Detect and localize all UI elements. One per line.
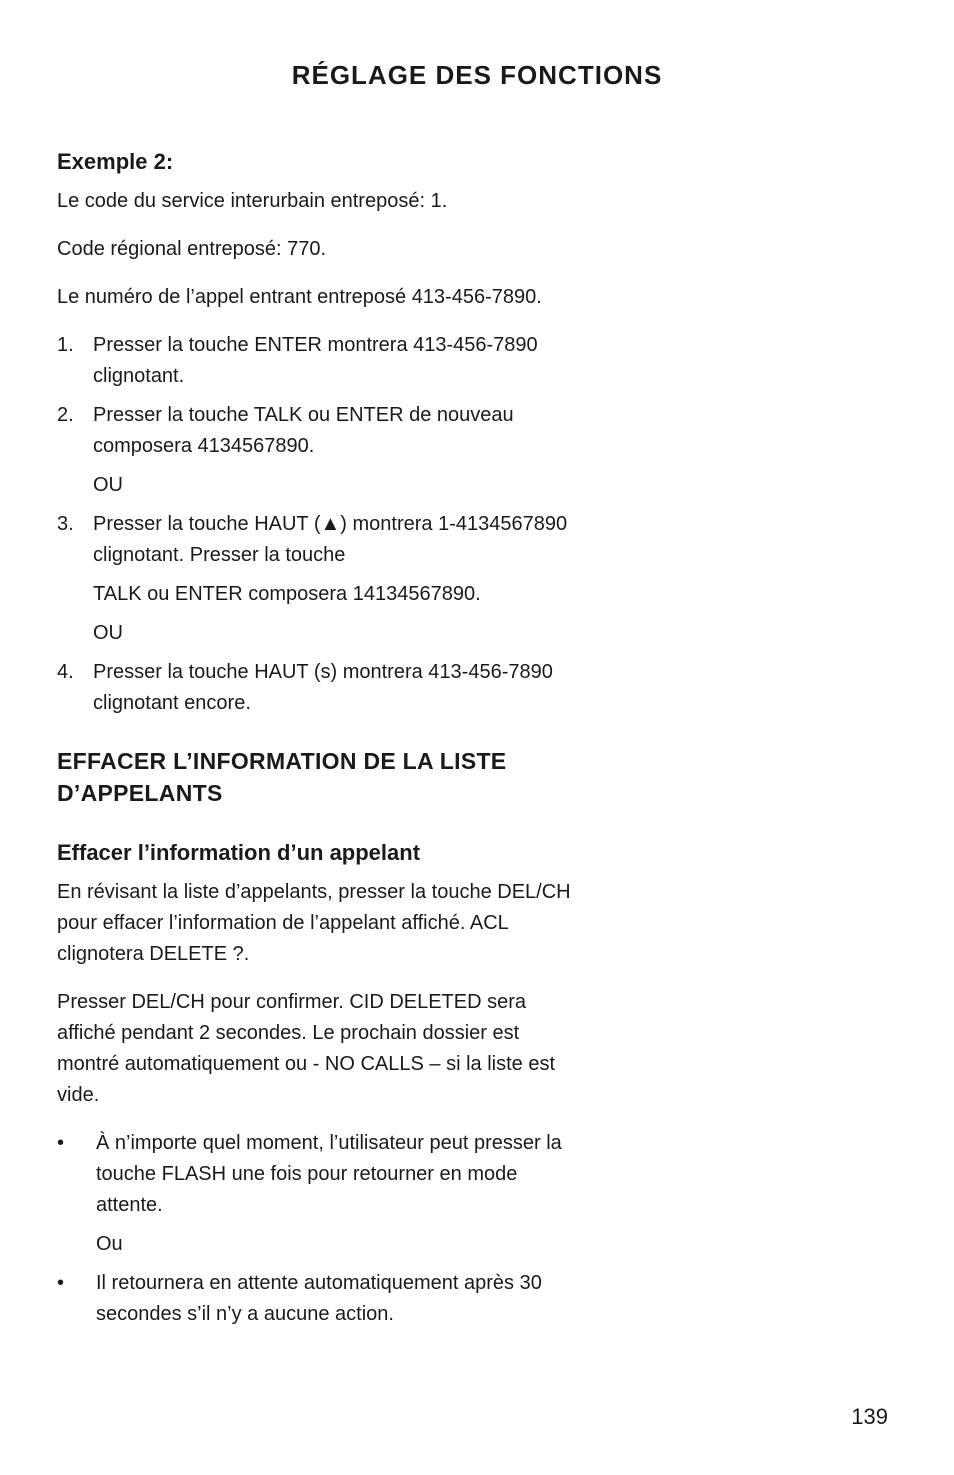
section-heading: EFFACER L’INFORMATION DE LA LISTE D’APPELANTS [57, 748, 507, 806]
bullet-item-1 [57, 1128, 577, 1221]
step-number: 2. [57, 404, 74, 426]
bullet-text: Il retournera en attente automatiquement après 30 secondes s’il n’y a aucune action. [96, 1272, 542, 1325]
bullet-text: À n’importe quel moment, l’utilisateur peut presser la touche FLASH une fois pour retourner en mode attente. [96, 1132, 562, 1216]
example-line-1: Le code du service interurbain entreposé: 1. [57, 190, 448, 212]
example-heading: Exemple 2: [57, 149, 174, 174]
section-paragraph-1: En révisant la liste d’appelants, presser la touche DEL/CH pour effacer l’information de l’appelant affiché. ACL clignotera DELETE ?. [57, 881, 571, 965]
page-content [57, 146, 577, 1338]
step-number: 3. [57, 513, 74, 535]
step-number: 1. [57, 334, 74, 356]
section-subheading: Effacer l’information d’un appelant [57, 840, 421, 865]
or-separator: OU [93, 474, 123, 496]
step-text: Presser la touche HAUT (s) montrera 413-456-7890 clignotant encore. [93, 661, 553, 714]
page-title: RÉGLAGE DES FONCTIONS [291, 60, 663, 90]
section-paragraph-2: Presser DEL/CH pour confirmer. CID DELETED sera affiché pendant 2 secondes. Le prochain dossier est montré automatiquement ou - NO CALLS – si la liste est vide. [57, 991, 556, 1106]
example-line-3: Le numéro de l’appel entrant entreposé 413-456-7890. [57, 286, 542, 308]
bullet-item-2 [57, 1268, 577, 1330]
list-item-step-1 [57, 330, 577, 392]
list-item-step-3 [57, 509, 577, 571]
step-text: Presser la touche ENTER montrera 413-456-7890 clignotant. [93, 334, 538, 387]
page-number: 139 [851, 1404, 888, 1429]
list-item-step-2 [57, 400, 577, 462]
bullet-icon: • [57, 1272, 65, 1294]
step-3-continuation: TALK ou ENTER composera 14134567890. [93, 583, 481, 605]
or-separator: OU [93, 622, 123, 644]
step-text: Presser la touche TALK ou ENTER de nouveau composera 4134567890. [93, 404, 514, 457]
list-item-step-4 [57, 657, 577, 719]
example-line-2: Code régional entreposé: 770. [57, 238, 327, 260]
step-number: 4. [57, 661, 74, 683]
bullet-icon: • [57, 1132, 65, 1154]
step-text: Presser la touche HAUT (▲) montrera 1-4134567890 clignotant. Presser la touche [93, 513, 568, 566]
or-separator: Ou [96, 1233, 123, 1255]
